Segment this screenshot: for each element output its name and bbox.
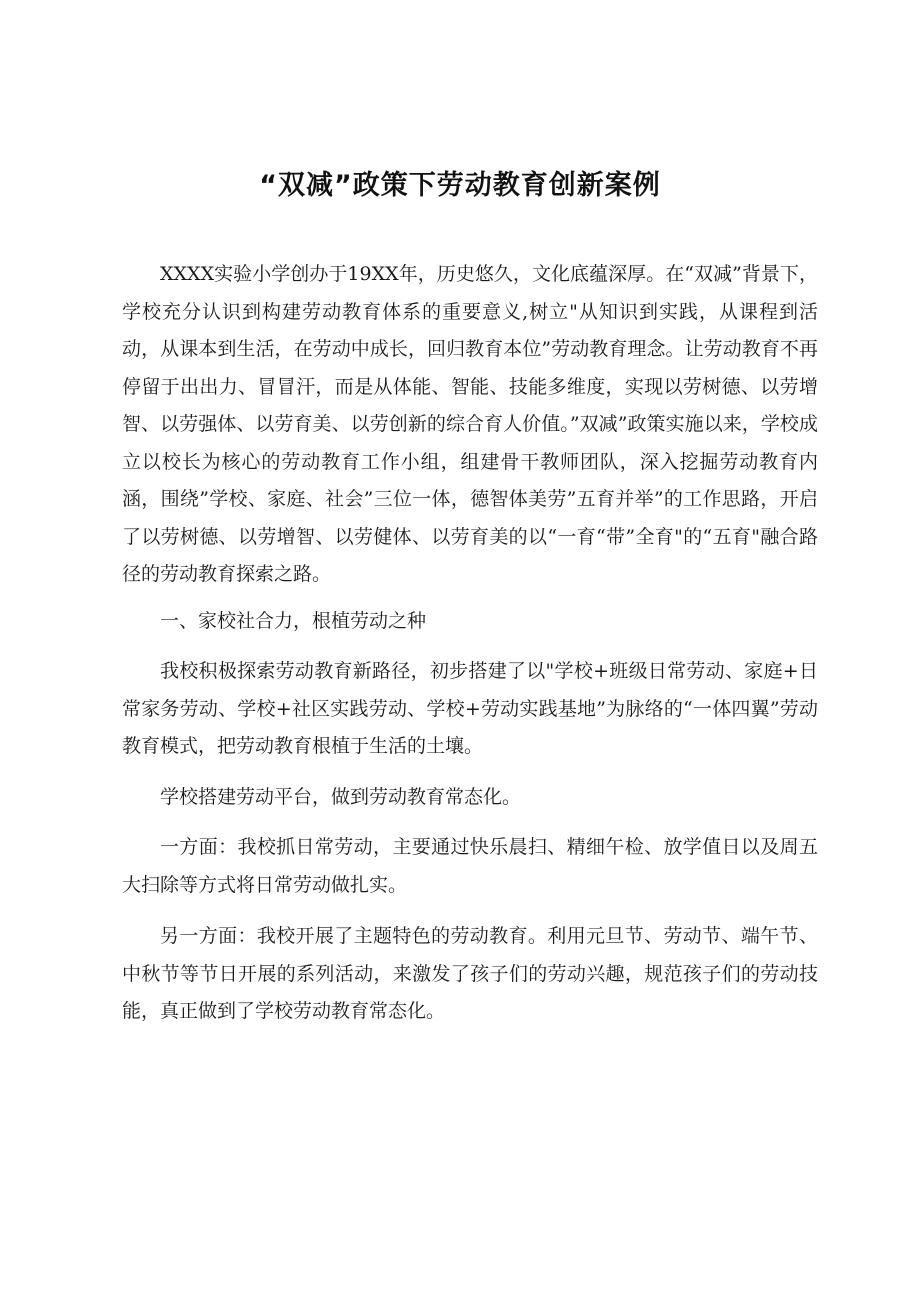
paragraph-theme-labor: 另一方面：我校开展了主题特色的劳动教育。利用元旦节、劳动节、端午节、中秋节等节日开展的系列活动，来激发了孩子们的劳动兴趣，规范孩子们的劳动技能，真正做到了学校劳动教育常态化。: [122, 925, 818, 1022]
section-heading: 一、家校社合力，根植劳动之种: [160, 609, 427, 632]
document-body: [122, 256, 818, 1031]
paragraph-intro: XXXX实验小学创办于19XX年，历史悠久，文化底蕴深厚。在“双减”背景下，学校充分认识到构建劳动教育体系的重要意义,树立"从知识到实践，从课程到活动，从课本到生活，在劳动中成长，回归教育本位”劳动教育理念。让劳动教育不再停留于出出力、冒冒汗，而是从体能、智能、技能多维度，实现以劳树德、以劳增智、以劳强体、以劳育美、以劳创新的综合育人价值。”双减”政策实施以来，学校成立以校长为核心的劳动教育工作小组，组建骨干教师团队，深入挖掘劳动教育内涵，围绕”学校、家庭、社会”三位一体，德智体美劳”五育并举”的工作思路，开启了以劳树德、以劳增智、以劳健体、以劳育美的以“一育“带”全育"的“五育"融合路径的劳动教育探索之路。: [122, 263, 818, 585]
paragraph-platform: 学校搭建劳动平台，做到劳动教育常态化。: [160, 785, 522, 808]
paragraph-daily-labor: 一方面：我校抓日常劳动，主要通过快乐晨扫、精细午检、放学值日以及周五大扫除等方式将日常劳动做扎实。: [122, 836, 818, 896]
document-title: “双减”政策下劳动教育创新案例: [259, 170, 661, 201]
paragraph-model: 我校积极探索劳动教育新路径，初步搭建了以"学校+班级日常劳动、家庭+日常家务劳动、学校+社区实践劳动、学校+劳动实践基地”为脉络的“一体四翼”劳动教育模式，把劳动教育根植于生活的土壤。: [122, 660, 818, 757]
